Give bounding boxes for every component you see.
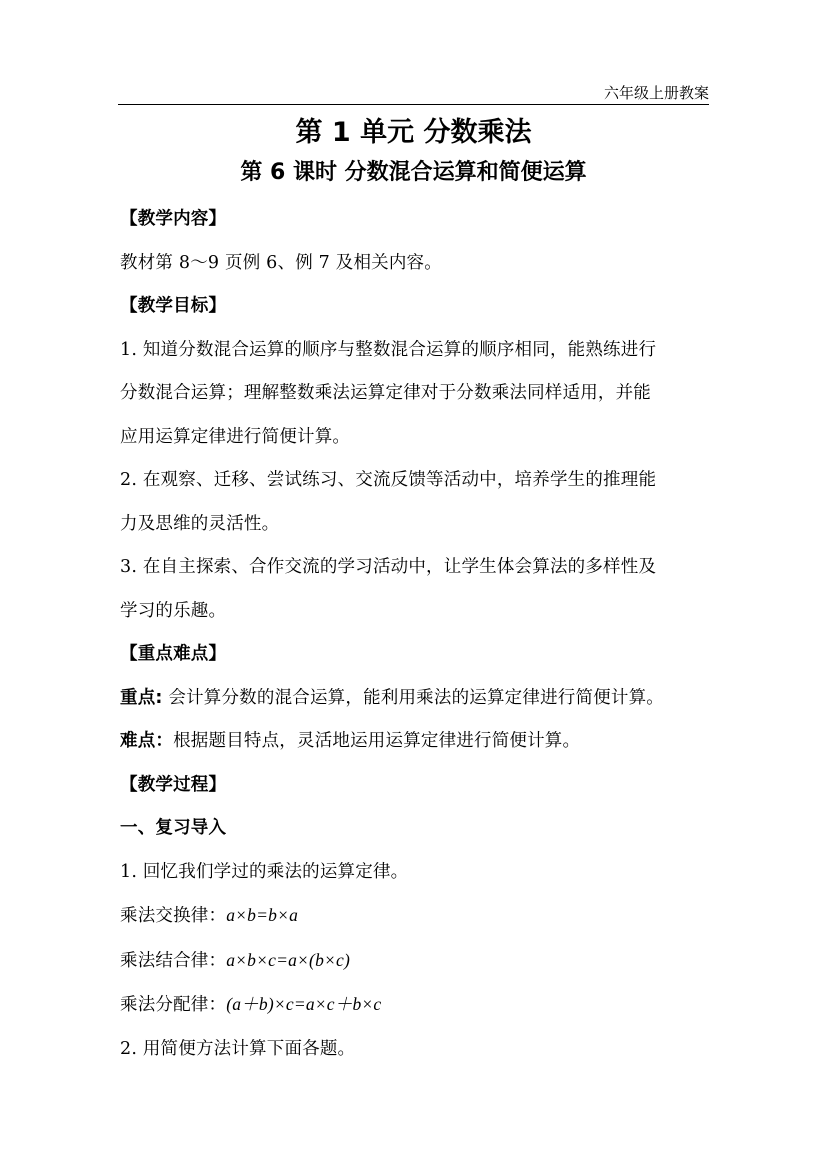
header-label: 六年级上册教案 <box>603 84 709 102</box>
content-text: 教材第 8～9 页例 6、例 7 及相关内容。 <box>120 252 442 273</box>
section-heading-goals: 【教学目标】 <box>120 296 227 316</box>
goal-line: 学习的乐趣。 <box>120 600 227 621</box>
goal-line: 应用运算定律进行简便计算。 <box>120 426 351 447</box>
key-point-text: 会计算分数的混合运算，能利用乘法的运算定律进行简便计算。 <box>162 687 664 708</box>
goal-line: 2. 在观察、迁移、尝试练习、交流反馈等活动中，培养学生的推理能 <box>120 470 657 490</box>
difficulty-line <box>120 720 708 764</box>
law-formula: a×b=b×a <box>226 905 299 925</box>
law-formula: (a＋b)×c=a×c＋b×c <box>226 994 382 1014</box>
law-distributive <box>120 983 708 1028</box>
law-label: 乘法交换律： <box>120 906 227 926</box>
header-divider <box>118 104 709 105</box>
unit-title: 第 1 单元 分数乘法 <box>295 117 532 148</box>
law-label: 乘法结合律： <box>120 950 227 971</box>
review-line: 1. 回忆我们学过的乘法的运算定律。 <box>120 861 409 882</box>
difficulty-label: 难点： <box>120 731 174 751</box>
step-heading-review: 一、复习导入 <box>120 818 227 838</box>
goal-line: 1. 知道分数混合运算的顺序与整数混合运算的顺序相同，能熟练进行 <box>120 339 657 360</box>
lesson-body <box>120 198 708 1071</box>
law-label: 乘法分配律： <box>120 995 227 1015</box>
lesson-subtitle: 第 6 课时 分数混合运算和简便运算 <box>240 160 587 185</box>
task-line: 2. 用简便方法计算下面各题。 <box>120 1038 356 1059</box>
law-formula: a×b×c=a×(b×c) <box>226 949 351 970</box>
key-point-line <box>120 677 708 721</box>
difficulty-text: 根据题目特点，灵活地运用运算定律进行简便计算。 <box>173 731 581 751</box>
section-heading-key-points: 【重点难点】 <box>120 644 227 664</box>
key-point-label: 重点: <box>120 687 163 708</box>
law-associative <box>120 939 708 984</box>
section-heading-process: 【教学过程】 <box>120 774 227 795</box>
goal-line: 分数混合运算；理解整数乘法运算定律对于分数乘法同样适用，并能 <box>120 383 651 403</box>
goal-line: 力及思维的灵活性。 <box>120 513 280 534</box>
section-heading-content: 【教学内容】 <box>120 209 227 229</box>
goal-line: 3. 在自主探索、合作交流的学习活动中，让学生体会算法的多样性及 <box>120 557 657 577</box>
law-commutative <box>120 894 708 939</box>
